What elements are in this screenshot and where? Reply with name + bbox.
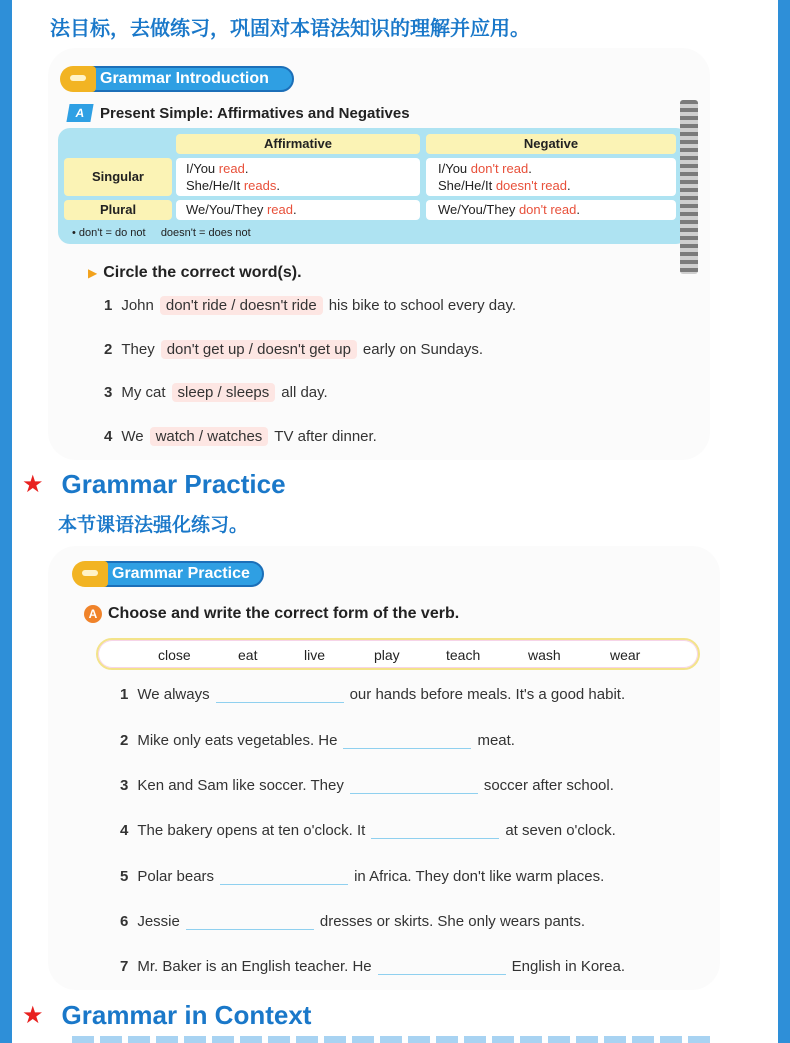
answer-blank[interactable] [220,869,348,885]
intro-card [48,48,710,460]
word-bank-item: wash [528,647,561,663]
practice-item-6: 6 Jessie dresses or skirts. She only wears pants. [120,913,585,930]
practice-instruction: A Choose and write the correct form of the verb. [84,605,459,623]
cut-off-text-strip [72,1036,712,1043]
section-a-badge: A [66,104,93,122]
practice-item-5: 5 Polar bears in Africa. They don't like warm places. [120,868,605,885]
word-bank-item: wear [610,647,641,663]
intro-banner-label: Grammar Introduction [100,70,269,87]
word-bank-item: play [374,647,400,663]
practice-item-7: 7 Mr. Baker is an English teacher. He English in Korea. [120,958,626,975]
word-bank-item: eat [238,647,258,663]
practice-item-4: 4 The bakery opens at ten o'clock. It at seven o'clock. [120,822,616,839]
singular-affirmative [176,158,420,196]
plural-negative: We/You/They don't read. [426,200,676,220]
practice-banner [76,561,264,587]
page [12,0,778,1043]
word-bank-item: teach [446,647,481,663]
table-line: I/You read. [186,161,249,176]
intro-exercise-2: 2 They don't get up / doesn't get up early on Sundays. [104,341,483,358]
intro-exercise-4: 4 We watch / watches TV after dinner. [104,428,377,445]
header-negative: Negative [426,134,676,154]
table-line: She/He/It reads. [186,178,280,193]
practice-item-1: 1 We always our hands before meals. It's a good habit. [120,686,626,703]
practice-section-heading: ★ Grammar Practice [22,469,286,499]
table-line: She/He/It doesn't read. [438,178,571,193]
intro-exercise-1: 1 John don't ride / doesn't ride his bike to school every day. [104,297,517,314]
answer-blank[interactable] [378,959,506,975]
singular-negative [426,158,676,196]
answer-blank[interactable] [216,687,344,703]
answer-blank[interactable] [343,733,471,749]
pencil-icon [72,561,108,587]
practice-banner-label: Grammar Practice [112,565,250,582]
answer-blank[interactable] [371,823,499,839]
practice-item-2: 2 Mike only eats vegetables. He meat. [120,732,515,749]
answer-options[interactable]: watch / watches [150,427,269,446]
practice-card [48,546,720,990]
intro-instruction: ▶ Circle the correct word(s). [88,264,302,281]
triangle-bullet-icon: ▶ [88,266,98,280]
answer-options[interactable]: sleep / sleeps [172,383,276,402]
star-icon: ★ [22,1001,44,1029]
word-bank-item: close [158,647,191,663]
grammar-table [58,128,688,244]
context-section-heading: ★ Grammar in Context [22,1000,312,1030]
star-icon: ★ [22,470,44,498]
pencil-icon [60,66,96,92]
table-line: I/You don't read. [438,161,532,176]
practice-subtitle: 本节课语法强化练习。 [58,514,249,536]
answer-options[interactable]: don't ride / doesn't ride [160,296,323,315]
spring-binding-icon [680,100,698,274]
section-a-title: Present Simple: Affirmatives and Negatives [100,104,410,122]
row-label-plural: Plural [64,200,172,220]
answer-blank[interactable] [350,778,478,794]
contraction-note: • don't = do not doesn't = does not [72,227,251,239]
row-label-singular: Singular [64,158,172,196]
section-a-badge: A [84,605,102,623]
practice-item-3: 3 Ken and Sam like soccer. They soccer after school. [120,777,614,794]
word-bank [96,638,700,670]
section-a-heading [68,104,410,122]
answer-options[interactable]: don't get up / doesn't get up [161,340,357,359]
intro-exercise-3: 3 My cat sleep / sleeps all day. [104,384,328,401]
plural-affirmative: We/You/They read. [176,200,420,220]
answer-blank[interactable] [186,914,314,930]
top-description: 法目标，去做练习，巩固对本语法知识的理解并应用。 [50,16,530,40]
header-affirmative: Affirmative [176,134,420,154]
word-bank-item: live [304,647,326,663]
intro-banner [64,66,294,92]
